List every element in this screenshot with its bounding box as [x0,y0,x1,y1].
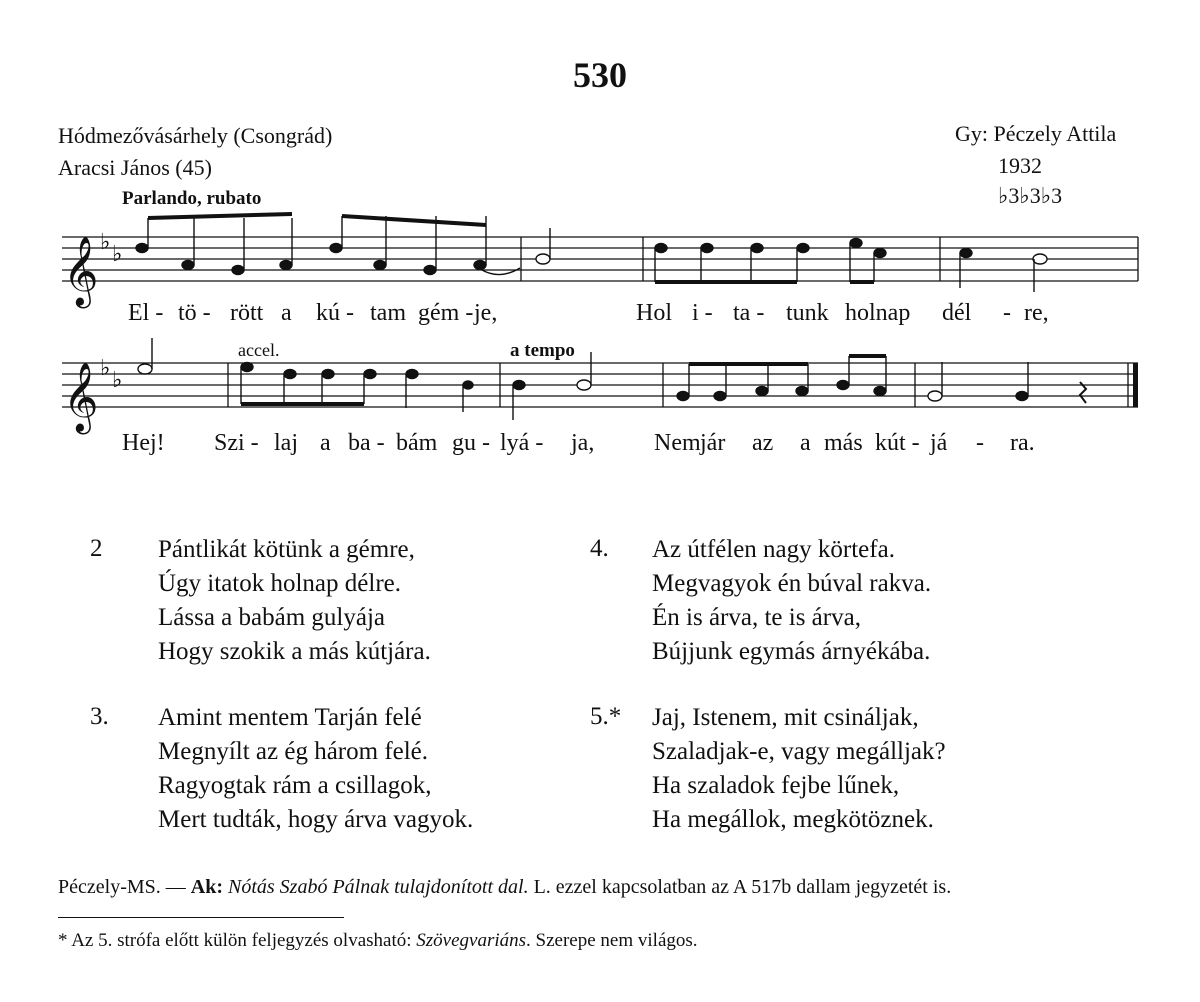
footnote-after: . Szerepe nem világos. [526,930,698,951]
stanza-line: Én is árva, te is árva, [652,604,861,631]
syllable: ja, [571,430,595,456]
song-number: 530 [573,55,627,95]
syllable: jár [700,430,726,456]
stanza-line: Bújjunk egymás árnyékába. [652,638,931,665]
notes-staff-1 [136,214,1047,292]
syllable: bám [396,430,438,456]
syllable: El - [128,300,164,326]
syllable: lyá - [500,430,544,456]
stanza-4 [652,533,931,669]
stanza-2 [158,533,431,669]
stanza-line: Ha megállok, megkötöznek. [652,806,934,833]
syllable: já [930,430,948,456]
stanza-number: 3. [90,703,109,730]
syllable: a [800,430,811,456]
stanza-line: Megnyílt az ég három felé. [158,738,429,765]
final-barline [1133,363,1138,407]
scale-code-3: ♭3 [1040,183,1063,208]
stanza-number: 4. [590,535,609,562]
syllable: i - [692,300,713,326]
svg-text:♭: ♭ [100,230,111,255]
syllable: dél [942,300,972,326]
stanza-line: Jaj, Istenem, mit csináljak, [652,704,919,731]
staff-1 [62,237,1138,281]
performer: Aracsi János (45) [58,155,212,180]
ak-text: Nótás Szabó Pálnak tulajdonított dal. [223,876,529,898]
syllable: tam [370,300,406,326]
syllable: holnap [845,300,911,326]
stanza-line: Szaladjak-e, vagy megálljak? [652,738,946,765]
ak-label: Ak: [190,876,223,898]
scale-code-1: ♭3 [998,183,1020,208]
a-tempo-marking: a tempo [510,340,575,361]
svg-text:♭: ♭ [112,368,123,393]
syllable: Hol [636,300,672,326]
syllable: tunk [786,300,829,326]
stanza-number: 2 [90,535,103,562]
syllable: kú - [316,300,354,326]
collector: Gy: Péczely Attila [955,121,1117,146]
stanza-line: Az útfélen nagy körtefa. [652,536,895,563]
notes-staff-2 [138,338,1086,420]
syllable: más [824,430,863,456]
syllable: gém - [418,300,474,326]
footnote [58,930,698,952]
footnote-before: * Az 5. strófa előtt külön feljegyzés olvasható: [58,930,417,951]
syllable: a [281,300,292,326]
source-label: Péczely-MS. — [58,876,191,898]
stanza-line: Hogy szokik a más kútjára. [158,638,431,665]
accel-marking: accel. [238,340,280,360]
syllable: je, [474,300,498,326]
syllable: laj [274,430,298,456]
stanza-line: Megvagyok én búval rakva. [652,570,932,597]
tempo-marking: Parlando, rubato [122,188,262,209]
syllable: ra. [1010,430,1035,456]
syllable: a [320,430,331,456]
stanza-line: Pántlikát kötünk a gémre, [158,536,415,563]
year: 1932 [998,153,1042,178]
treble-clef-1: 𝄞 [63,236,99,306]
footnote-divider [58,917,344,918]
stanza-line: Lássa a babám gulyája [158,604,385,631]
syllable: az [752,430,774,456]
stanza-line: Amint mentem Tarján felé [158,704,422,731]
stanza-line: Ragyogtak rám a csillagok, [158,772,432,799]
stanza-5 [652,701,946,837]
stanza-line: Ha szaladok fejbe lűnek, [652,772,900,799]
treble-clef-2: 𝄞 [63,362,99,432]
svg-text:♭: ♭ [112,242,123,267]
stanza-number: 5.* [590,703,622,730]
key-signatures [100,230,122,393]
stanza-line: Úgy itatok holnap délre. [158,570,401,597]
syllable: ta - [733,300,765,326]
staff-2 [62,363,1138,407]
syllable: - [976,430,984,456]
syllable: re, [1024,300,1049,326]
footnote-italic: Szövegvariáns [416,930,527,951]
source-note [58,876,951,899]
syllable: gu - [452,430,490,456]
syllable: kút - [875,430,920,456]
syllable: Szi - [214,430,259,456]
syllable: Nem [654,430,701,456]
syllable: Hej! [122,430,165,456]
note-rest: L. ezzel kapcsolatban az A 517b dallam jegyzetét is. [528,876,952,898]
syllable: ba - [348,430,385,456]
stanza-3 [158,701,473,837]
syllable: tö - [178,300,211,326]
syllable: - [1003,300,1011,326]
syllable: rött [230,300,264,326]
location: Hódmezővásárhely (Csongrád) [58,123,333,148]
scale-code-2: ♭3 [1019,183,1041,208]
svg-text:♭: ♭ [100,356,111,381]
stanza-line: Mert tudták, hogy árva vagyok. [158,806,474,833]
